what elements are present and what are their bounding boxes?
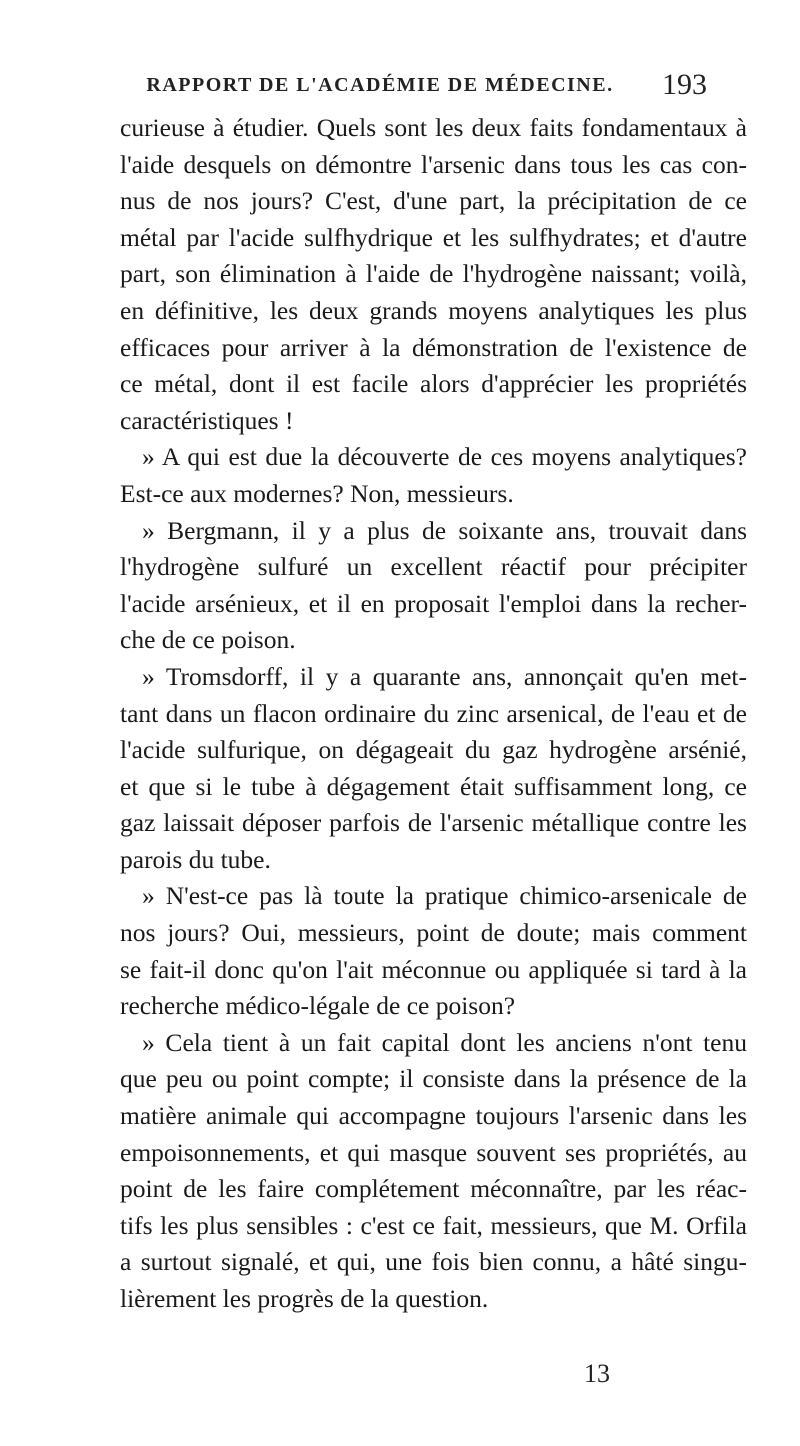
text-line: » A qui est due la découverte de ces moyens analytiques?: [142, 442, 747, 472]
text-line: part, son élimination à l'aide de l'hydrogène naissant; voilà,: [120, 259, 747, 289]
text-line: a surtout signalé, et qui, une fois bien connu, a hâté singu-: [120, 1247, 747, 1277]
text-line: Est-ce aux modernes? Non, messieurs.: [120, 478, 514, 508]
text-line: métal par l'acide sulfhydrique et les sulfhydrates; et d'autre: [120, 222, 747, 252]
text-line: l'hydrogène sulfuré un excellent réactif pour précipiter: [120, 552, 747, 582]
text-line: gaz laissait déposer parfois de l'arsenic métallique contre les: [120, 808, 747, 838]
text-line: » N'est-ce pas là toute la pratique chimico-arsenicale de: [142, 881, 747, 911]
text-line: recherche médico-légale de ce poison?: [120, 991, 516, 1021]
signature-mark: 13: [584, 1359, 610, 1388]
text-line: l'acide sulfurique, on dégageait du gaz hydrogène arsénié,: [120, 735, 747, 765]
text-line: lièrement les progrès de la question.: [120, 1284, 489, 1313]
text-line: » Cela tient à un fait capital dont les anciens n'ont tenu: [142, 1027, 747, 1057]
text-line: caractéristiques !: [120, 405, 294, 435]
text-line: se fait-il donc qu'on l'ait méconnue ou appliquée si tard à la: [120, 954, 747, 984]
text-line: efficaces pour arriver à la démonstration de l'existence de: [120, 332, 747, 362]
text-line: parois du tube.: [120, 844, 271, 874]
text-line: l'aide desquels on démontre l'arsenic dans tous les cas con-: [120, 149, 747, 179]
text-line: que peu ou point compte; il consiste dans la présence de la: [120, 1064, 747, 1094]
text-line: curieuse à étudier. Quels sont les deux faits fondamentaux à: [120, 113, 747, 142]
text-line: l'acide arsénieux, et il en proposait l'emploi dans la recher-: [120, 588, 747, 618]
page-number: 193: [662, 68, 707, 101]
text-line: point de les faire complétement méconnaître, par les réac-: [120, 1174, 747, 1204]
text-line: en définitive, les deux grands moyens analytiques les plus: [120, 295, 747, 325]
text-line: tifs les plus sensibles : c'est ce fait, messieurs, que M. Orfila: [120, 1210, 747, 1240]
body-text: [120, 110, 747, 1318]
text-line: » Bergmann, il y a plus de soixante ans, trouvait dans: [142, 515, 747, 545]
text-line: nus de nos jours? C'est, d'une part, la précipitation de ce: [120, 186, 747, 216]
text-line: ce métal, dont il est facile alors d'apprécier les propriétés: [120, 369, 747, 399]
text-line: nos jours? Oui, messieurs, point de doute; mais comment: [120, 918, 747, 948]
text-line: empoisonnements, et qui masque souvent ses propriétés, au: [120, 1137, 747, 1167]
text-line: tant dans un flacon ordinaire du zinc arsenical, de l'eau et de: [120, 698, 747, 728]
text-line: et que si le tube à dégagement était suffisamment long, ce: [120, 771, 747, 801]
text-line: » Tromsdorff, il y a quarante ans, annonçait qu'en met-: [142, 661, 747, 691]
running-title: RAPPORT DE L'ACADÉMIE DE MÉDECINE.: [146, 74, 614, 96]
text-line: che de ce poison.: [120, 625, 296, 655]
text-line: matière animale qui accompagne toujours l'arsenic dans les: [120, 1101, 747, 1131]
